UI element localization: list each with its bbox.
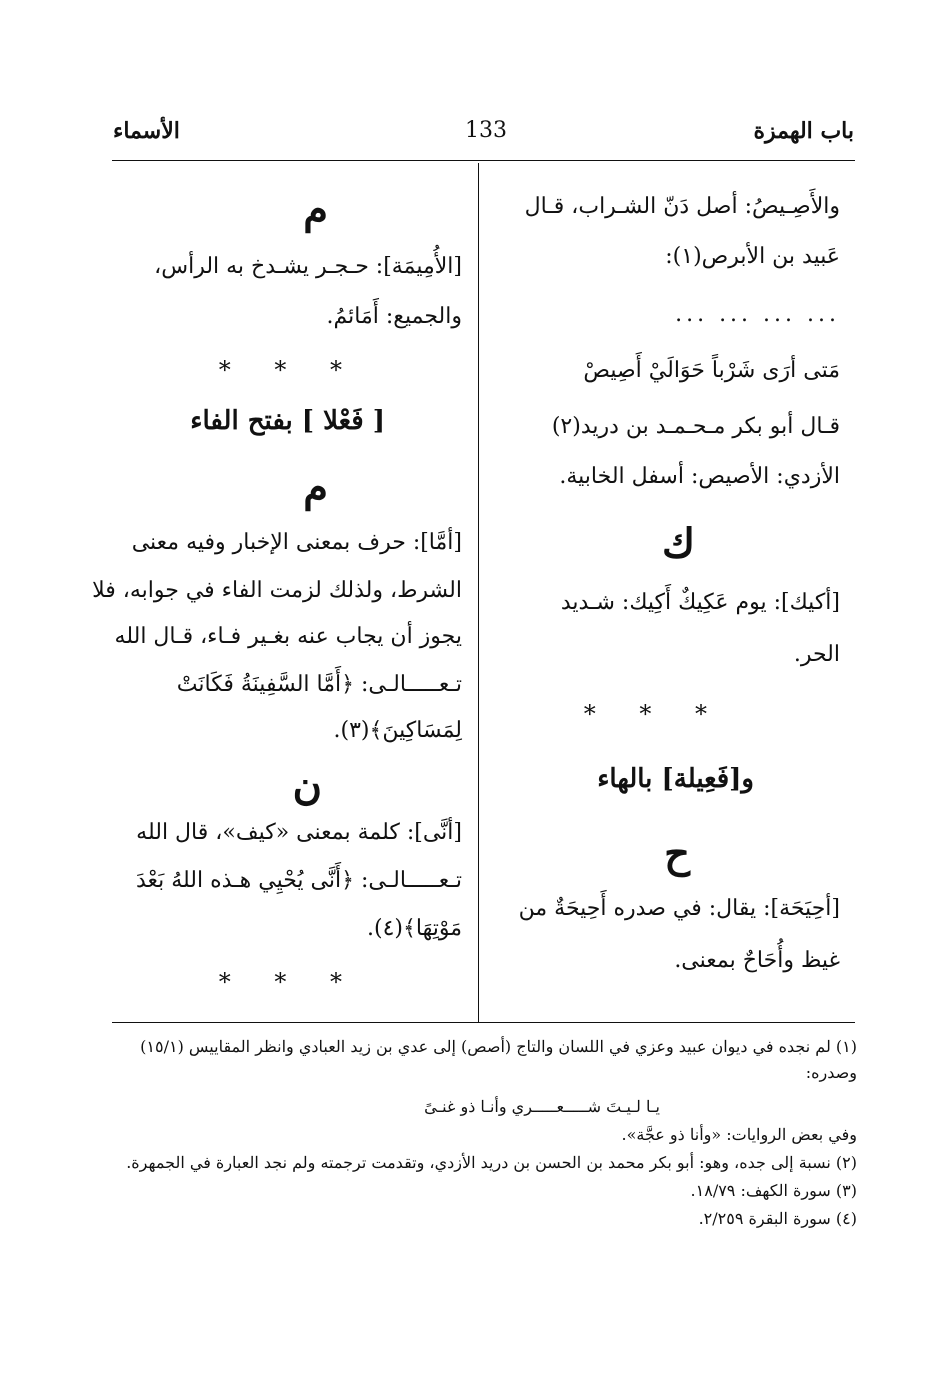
letter-heading: ن xyxy=(292,762,322,809)
text-line: لِمَسَاكِينَ﴾(٣). xyxy=(333,718,462,743)
text-line: الحر. xyxy=(793,642,840,667)
text-line: يجوز أن يجاب عنه بغـير فـاء، قـال الله xyxy=(114,624,462,649)
text-line: ... ... ... ... xyxy=(675,302,840,327)
footnote: (١) لم نجده في ديوان عبيد وعزي في اللسان والتاج (أصص) إلى عدي بن زيد العبادي وانظر المقاييس (١٥/١) xyxy=(140,1037,857,1056)
header-rule xyxy=(112,160,855,161)
footnote: (٢) نسبة إلى جده، وهو: أبو بكر محمد بن الحسن بن دريد الأزدي، وتقدمت ترجمته ولم نجد العبارة في الجمهرة. xyxy=(126,1153,857,1172)
section-title: و[فَعِيلة] بالهاء xyxy=(597,764,754,794)
text-line: عَبيد بن الأبرص(١): xyxy=(665,244,840,269)
text-line: تـعـــــالـى: ﴿أَنَّى يُحْيِي هـذه اللهُ بَعْدَ xyxy=(135,868,462,893)
footnote-verse: يـا لـيـتَ شـــــعـــــري وأنـا ذو غنـىً xyxy=(424,1097,660,1116)
footnote: وفي بعض الروايات: «وأنا ذو عجَّة». xyxy=(621,1125,857,1144)
text-line: [أمَّا]: حرف بمعنى الإخبار وفيه معنى xyxy=(131,530,462,555)
letter-heading: م xyxy=(303,464,328,511)
page-number: 133 xyxy=(465,118,507,143)
section-title: [ فَعْلا ] بفتح الفاء xyxy=(190,406,385,436)
footnote-rule xyxy=(112,1022,855,1023)
letter-heading: ك xyxy=(662,520,695,567)
chapter-title: باب الهمزة xyxy=(753,118,854,144)
column-divider xyxy=(478,163,479,1023)
separator-stars: * * * xyxy=(218,968,360,996)
text-line: غيظ وأُحَاحٌ بمعنى. xyxy=(674,948,840,973)
text-line: قـال أبو بكر مـحـمـد بن دريد(٢) xyxy=(551,414,840,439)
text-line: [أحِيَحَة]: يقال: في صدره أَحِيحَةٌ من xyxy=(518,896,840,921)
text-line: والأَصِـيصُ: أصل دَنّ الشـراب، قـال xyxy=(524,194,840,219)
text-line: والجميع: أَمَائمُ. xyxy=(326,304,462,329)
text-line: الشرط، ولذلك لزمت الفاء في جوابه، فلا xyxy=(92,578,462,603)
text-line: الأزدي: الأصيص: أسفل الخابية. xyxy=(559,464,840,489)
text-line: مَوْتِهَا﴾(٤). xyxy=(367,916,462,941)
footnote: وصدره: xyxy=(805,1063,857,1082)
letter-heading: م xyxy=(303,186,328,233)
verse-line: مَتى أرَى شَرْباً حَوَالَيْ أَصِيصْ xyxy=(583,358,840,383)
letter-heading: ح xyxy=(664,830,690,877)
footnote: (٣) سورة الكهف: ١٨/٧٩. xyxy=(690,1181,857,1200)
text-line: [أنَّى]: كلمة بمعنى «كيف»، قال الله xyxy=(136,820,462,845)
text-line: [أكيك]: يوم عَكِيكٌ أَكِيك: شـديد xyxy=(560,590,840,615)
text-line: تـعـــــالـى: ﴿أَمَّا السَّفِينَةُ فَكَانَتْ xyxy=(176,672,462,697)
text-line: [الأُمِيمَة]: حـجـر يشـدخ به الرأس، xyxy=(154,254,462,279)
separator-stars: * * * xyxy=(218,356,360,384)
section-header: الأسماء xyxy=(113,118,180,144)
footnote: (٤) سورة البقرة ٢/٢٥٩. xyxy=(698,1209,857,1228)
separator-stars: * * * xyxy=(583,700,725,728)
